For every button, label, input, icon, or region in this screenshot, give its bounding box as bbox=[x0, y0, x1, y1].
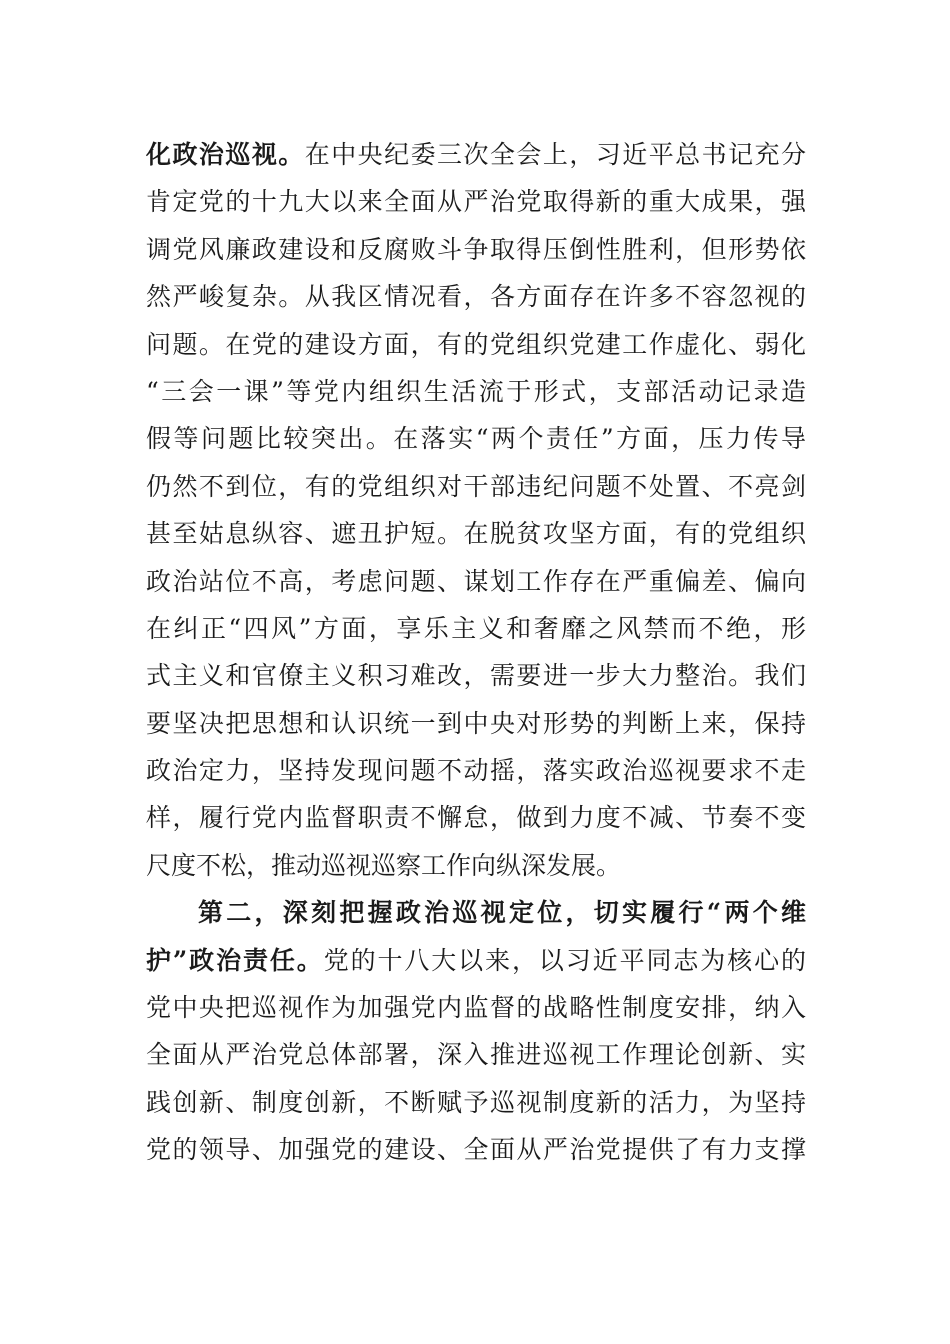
text-line: 党中央把巡视作为加强党内监督的战略性制度安排，纳入 bbox=[146, 993, 806, 1023]
text-line bbox=[146, 937, 806, 984]
text-line: 式主义和官僚主义积习难改，需要进一步大力整治。我们 bbox=[146, 661, 806, 691]
heading-continuation: 护”政治责任。 bbox=[146, 945, 324, 975]
bold-phrase: 化政治巡视。 bbox=[146, 140, 305, 169]
text-line: 要坚决把思想和认识统一到中央对形势的判断上来，保持 bbox=[146, 708, 806, 738]
text-line bbox=[146, 131, 806, 178]
text-line: 践创新、制度创新，不断赋予巡视制度新的活力，为坚持 bbox=[146, 1087, 806, 1117]
text-line: 政治站位不高，考虑问题、谋划工作存在严重偏差、偏向 bbox=[146, 566, 806, 596]
line-text: 在中央纪委三次全会上，习近平总书记充分 bbox=[304, 140, 806, 169]
text-line: 在纠正“四风”方面，享乐主义和奢靡之风禁而不绝，形 bbox=[146, 613, 806, 643]
text-line: “三会一课”等党内组织生活流于形式，支部活动记录造 bbox=[146, 376, 806, 406]
text-line: 仍然不到位，有的党组织对干部违纪问题不处置、不亮剑 bbox=[146, 471, 806, 501]
text-line: 肯定党的十九大以来全面从严治党取得新的重大成果，强 bbox=[146, 187, 806, 217]
line-text: 党的十八大以来，以习近平同志为核心的 bbox=[323, 945, 806, 975]
text-line: 问题。在党的建设方面，有的党组织党建工作虚化、弱化 bbox=[146, 329, 806, 359]
text-line: 调党风廉政建设和反腐败斗争取得压倒性胜利，但形势依 bbox=[146, 234, 806, 264]
text-line: 然严峻复杂。从我区情况看，各方面存在许多不容忽视的 bbox=[146, 282, 806, 312]
section-heading: 第二，深刻把握政治巡视定位，切实履行“两个维 bbox=[198, 898, 806, 928]
text-line: 样，履行党内监督职责不懈怠，做到力度不减、节奏不变 bbox=[146, 803, 806, 833]
text-line: 党的领导、加强党的建设、全面从严治党提供了有力支撑 bbox=[146, 1135, 806, 1165]
text-line: 全面从严治党总体部署，深入推进巡视工作理论创新、实 bbox=[146, 1040, 806, 1070]
text-line: 甚至姑息纵容、遮丑护短。在脱贫攻坚方面，有的党组织 bbox=[146, 519, 806, 549]
text-line: 假等问题比较突出。在落实“两个责任”方面，压力传导 bbox=[146, 424, 806, 454]
body-text bbox=[146, 131, 806, 1174]
text-line: 政治定力，坚持发现问题不动摇，落实政治巡视要求不走 bbox=[146, 756, 806, 786]
text-line: 尺度不松，推动巡视巡察工作向纵深发展。 bbox=[146, 850, 622, 880]
